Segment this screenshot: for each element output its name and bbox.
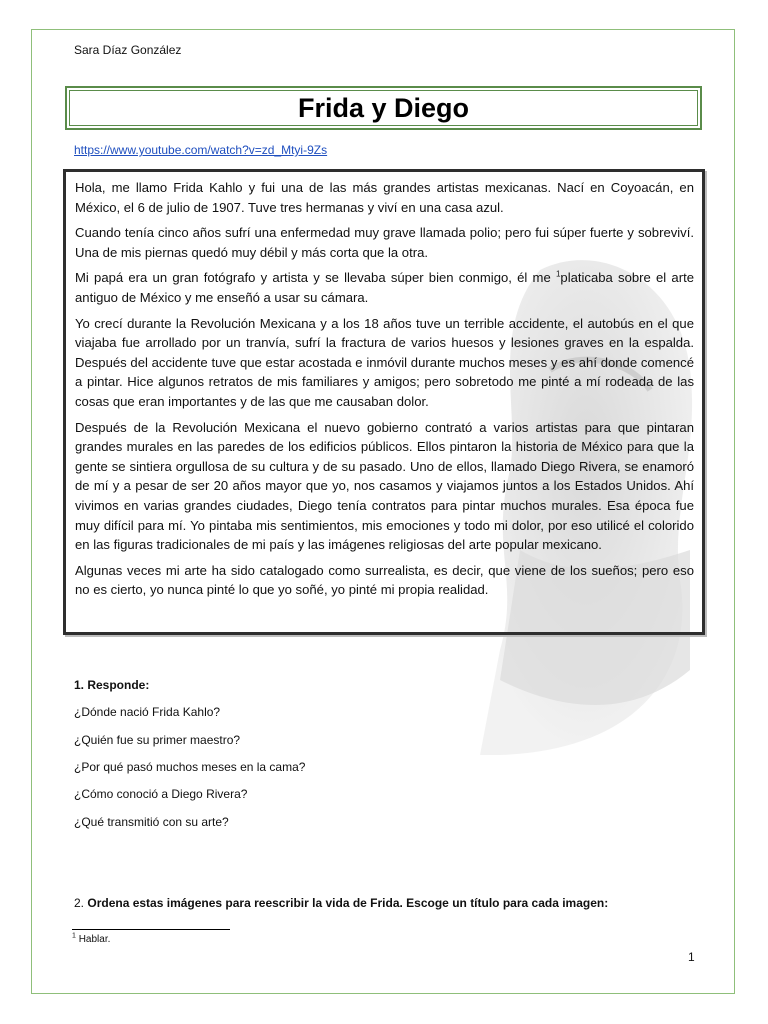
story-paragraph-4: Yo crecí durante la Revolución Mexicana y a los 18 años tuve un terrible accidente, el autobús en el que viajaba fue arrollado por un tranvía, sufrí la fractura de varios huesos y lesiones graves en la espalda. Después del accidente tuve que estar acostada e inmóvil durante muchos meses y es ahí donde comencé a pintar. Hice algunos retratos de mis familiares y amigos; pero sobretodo me pinté a mí rodeada de las cosas que eran importantes y de las que me causaban dolor.	[75, 315, 694, 409]
question-item: ¿Dónde nació Frida Kahlo?	[74, 705, 221, 719]
story-paragraph-1: Hola, me llamo Frida Kahlo y fui una de las más grandes artistas mexicanas. Nací en Coyoacán, en México, el 6 de julio de 1907. Tuve tres hermanas y viví en una casa azul.	[75, 180, 694, 215]
page-number: 1	[688, 950, 695, 964]
footnote-mark: 1	[72, 932, 76, 940]
footnote-divider	[72, 929, 230, 930]
page-title: Frida y Diego	[297, 92, 470, 123]
title-box	[65, 86, 702, 130]
question-item: ¿Cómo conoció a Diego Rivera?	[74, 787, 248, 801]
section-2-instructions	[74, 896, 608, 910]
story-paragraph-3	[75, 268, 694, 307]
story-paragraph-3-part-1: Mi papá era un gran fotógrafo y artista y se llevaba súper bien conmigo, él me	[75, 270, 556, 286]
section-2-number: 2.	[74, 896, 85, 910]
section-2-text: Ordena estas imágenes para reescribir la vida de Frida. Escoge un título para cada imagen:	[87, 896, 609, 910]
questions-heading: 1. Responde:	[74, 678, 150, 692]
footnote-text: Hablar.	[78, 934, 111, 945]
story-paragraph-5: Después de la Revolución Mexicana el nuevo gobierno contrató a varios artistas para que pintaran grandes murales en las paredes de los edificios públicos. Ellos pintaron la historia de México para que la gente se sintiera orgullosa de su cultura y de su pasado. Uno de ellos, llamado Diego Rivera, se enamoró de mí y a pesar de ser 20 años mayor que yo, nos casamos y viajamos juntos a los Estados Unidos. Ahí vivimos en varias grandes ciudades, Diego tenía contratos para pintar muchos murales. Esa época fue muy difícil para mí. Yo pintaba mis sentimientos, mis emociones y todo mi dolor, por eso utilicé el colorido en las figuras tradicionales de mi país y las imágenes religiosas del arte popular mexicano.	[75, 419, 694, 553]
story-paragraph-2: Cuando tenía cinco años sufrí una enfermedad muy grave llamada polio; pero fui súper fuerte y sobreviví. Una de mis piernas quedó muy débil y más corta que la otra.	[75, 225, 694, 260]
footnote	[72, 934, 110, 945]
author-name: Sara Díaz González	[74, 43, 182, 57]
question-item: ¿Por qué pasó muchos meses en la cama?	[74, 760, 306, 774]
story-paragraph-6: Algunas veces mi arte ha sido catalogado como surrealista, es decir, que viene de los sueños; pero eso no es cierto, yo nunca pinté lo que yo soñé, yo pinté mi propia realidad.	[75, 562, 694, 598]
question-item: ¿Qué transmitió con su arte?	[74, 815, 229, 829]
question-item: ¿Quién fue su primer maestro?	[74, 733, 241, 747]
youtube-link[interactable]: https://www.youtube.com/watch?v=zd_Mtyi-9Zs	[74, 143, 328, 157]
story-text-box	[63, 169, 705, 635]
title-inner-frame	[69, 90, 698, 126]
story-paragraph-3-part-2: platicaba sobre el arte antiguo de México y me enseñó a usar su cámara.	[75, 270, 694, 305]
footnote-reference: 1	[555, 270, 561, 280]
